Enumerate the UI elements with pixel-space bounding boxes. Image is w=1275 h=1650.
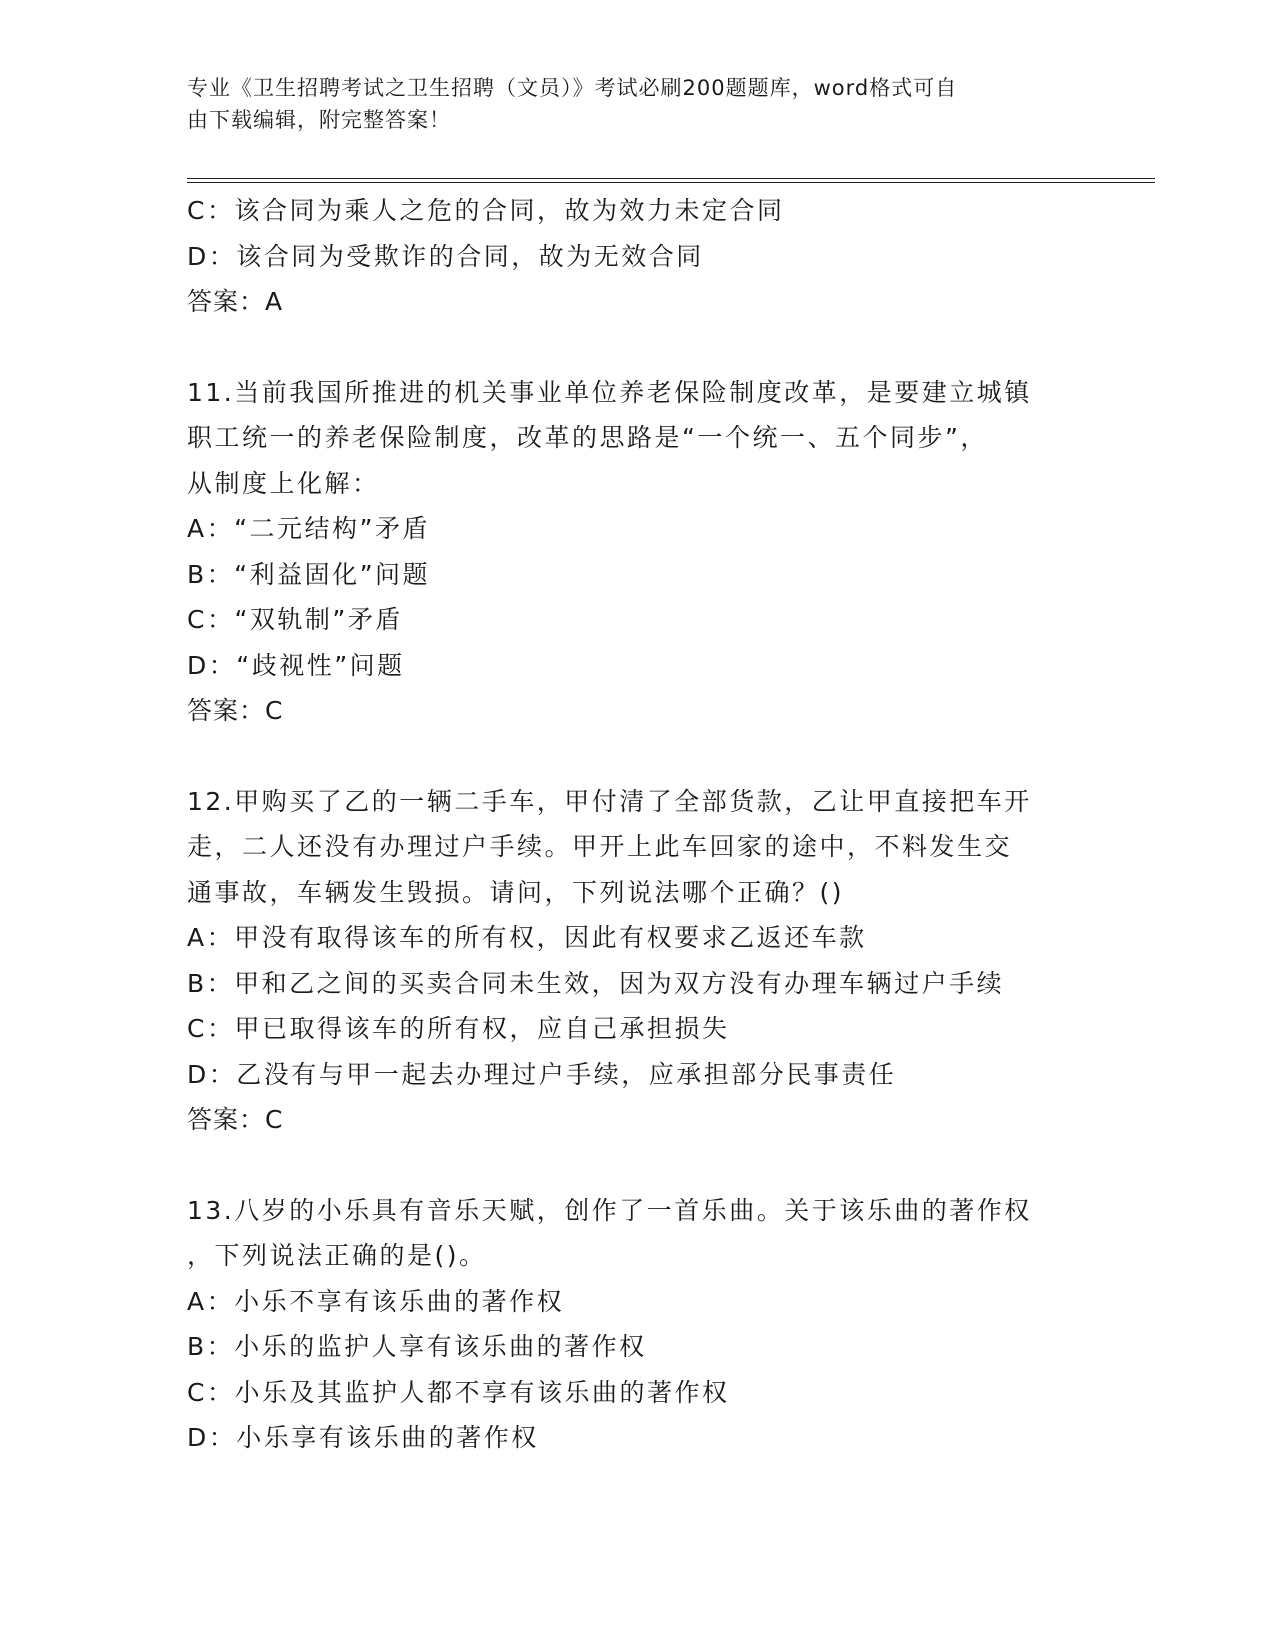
header-divider-top — [187, 178, 1155, 179]
option-b: B：小乐的监护人享有该乐曲的著作权 — [187, 1332, 647, 1361]
question-stem-line: 12.甲购买了乙的一辆二手车，甲付清了全部货款，乙让甲直接把车开 — [187, 786, 1032, 816]
question-stem-line: ，下列说法正确的是()。 — [187, 1241, 487, 1270]
header-line-1: 专业《卫生招聘考试之卫生招聘（文员）》考试必刷200题题库，word格式可自 — [187, 76, 958, 100]
option-a: A：甲没有取得该车的所有权，因此有权要求乙返还车款 — [187, 923, 867, 952]
option-d: D：乙没有与甲一起去办理过户手续，应承担部分民事责任 — [187, 1059, 897, 1089]
option-c: C：该合同为乘人之危的合同，故为效力未定合同 — [187, 196, 785, 225]
question-stem-line: 13.八岁的小乐具有音乐天赋，创作了一首乐曲。关于该乐曲的著作权 — [187, 1195, 1032, 1225]
option-c: C：甲已取得该车的所有权，应自己承担损失 — [187, 1014, 730, 1043]
option-d: D：该合同为受欺诈的合同，故为无效合同 — [187, 241, 704, 271]
question-stem-line: 走，二人还没有办理过户手续。甲开上此车回家的途中，不料发生交 — [187, 832, 1013, 861]
option-b: B：“利益固化”问题 — [187, 559, 431, 589]
document-header — [187, 72, 1067, 136]
spacer — [187, 1143, 1087, 1188]
option-b: B：甲和乙之间的买卖合同未生效，因为双方没有办理车辆过户手续 — [187, 968, 1005, 998]
header-line-2: 由下载编辑，附完整答案！ — [187, 108, 451, 132]
option-c: C：“双轨制”矛盾 — [187, 605, 403, 634]
spacer — [187, 734, 1087, 779]
option-a: A：小乐不享有该乐曲的著作权 — [187, 1286, 565, 1316]
answer-line: 答案：C — [187, 1105, 284, 1134]
option-c: C：小乐及其监护人都不享有该乐曲的著作权 — [187, 1377, 730, 1407]
question-stem-line: 从制度上化解： — [187, 468, 380, 498]
option-a: A：“二元结构”矛盾 — [187, 514, 431, 543]
option-d: D：“歧视性”问题 — [187, 650, 405, 680]
spacer — [187, 325, 1087, 370]
prev-question-block — [187, 188, 1087, 325]
question-stem-line: 通事故，车辆发生毁损。请问，下列说法哪个正确？() — [187, 877, 845, 907]
answer-line: 答案：C — [187, 696, 284, 725]
question-11 — [187, 370, 1087, 734]
question-stem-line: 11.当前我国所推进的机关事业单位养老保险制度改革，是要建立城镇 — [187, 377, 1032, 407]
question-content — [187, 188, 1087, 1461]
header-divider-bottom — [187, 182, 1155, 183]
question-stem-line: 职工统一的养老保险制度，改革的思路是“一个统一、五个同步”， — [187, 423, 988, 452]
question-12 — [187, 779, 1087, 1143]
option-d: D：小乐享有该乐曲的著作权 — [187, 1423, 539, 1452]
answer-line: 答案：A — [187, 287, 284, 316]
question-13 — [187, 1188, 1087, 1461]
